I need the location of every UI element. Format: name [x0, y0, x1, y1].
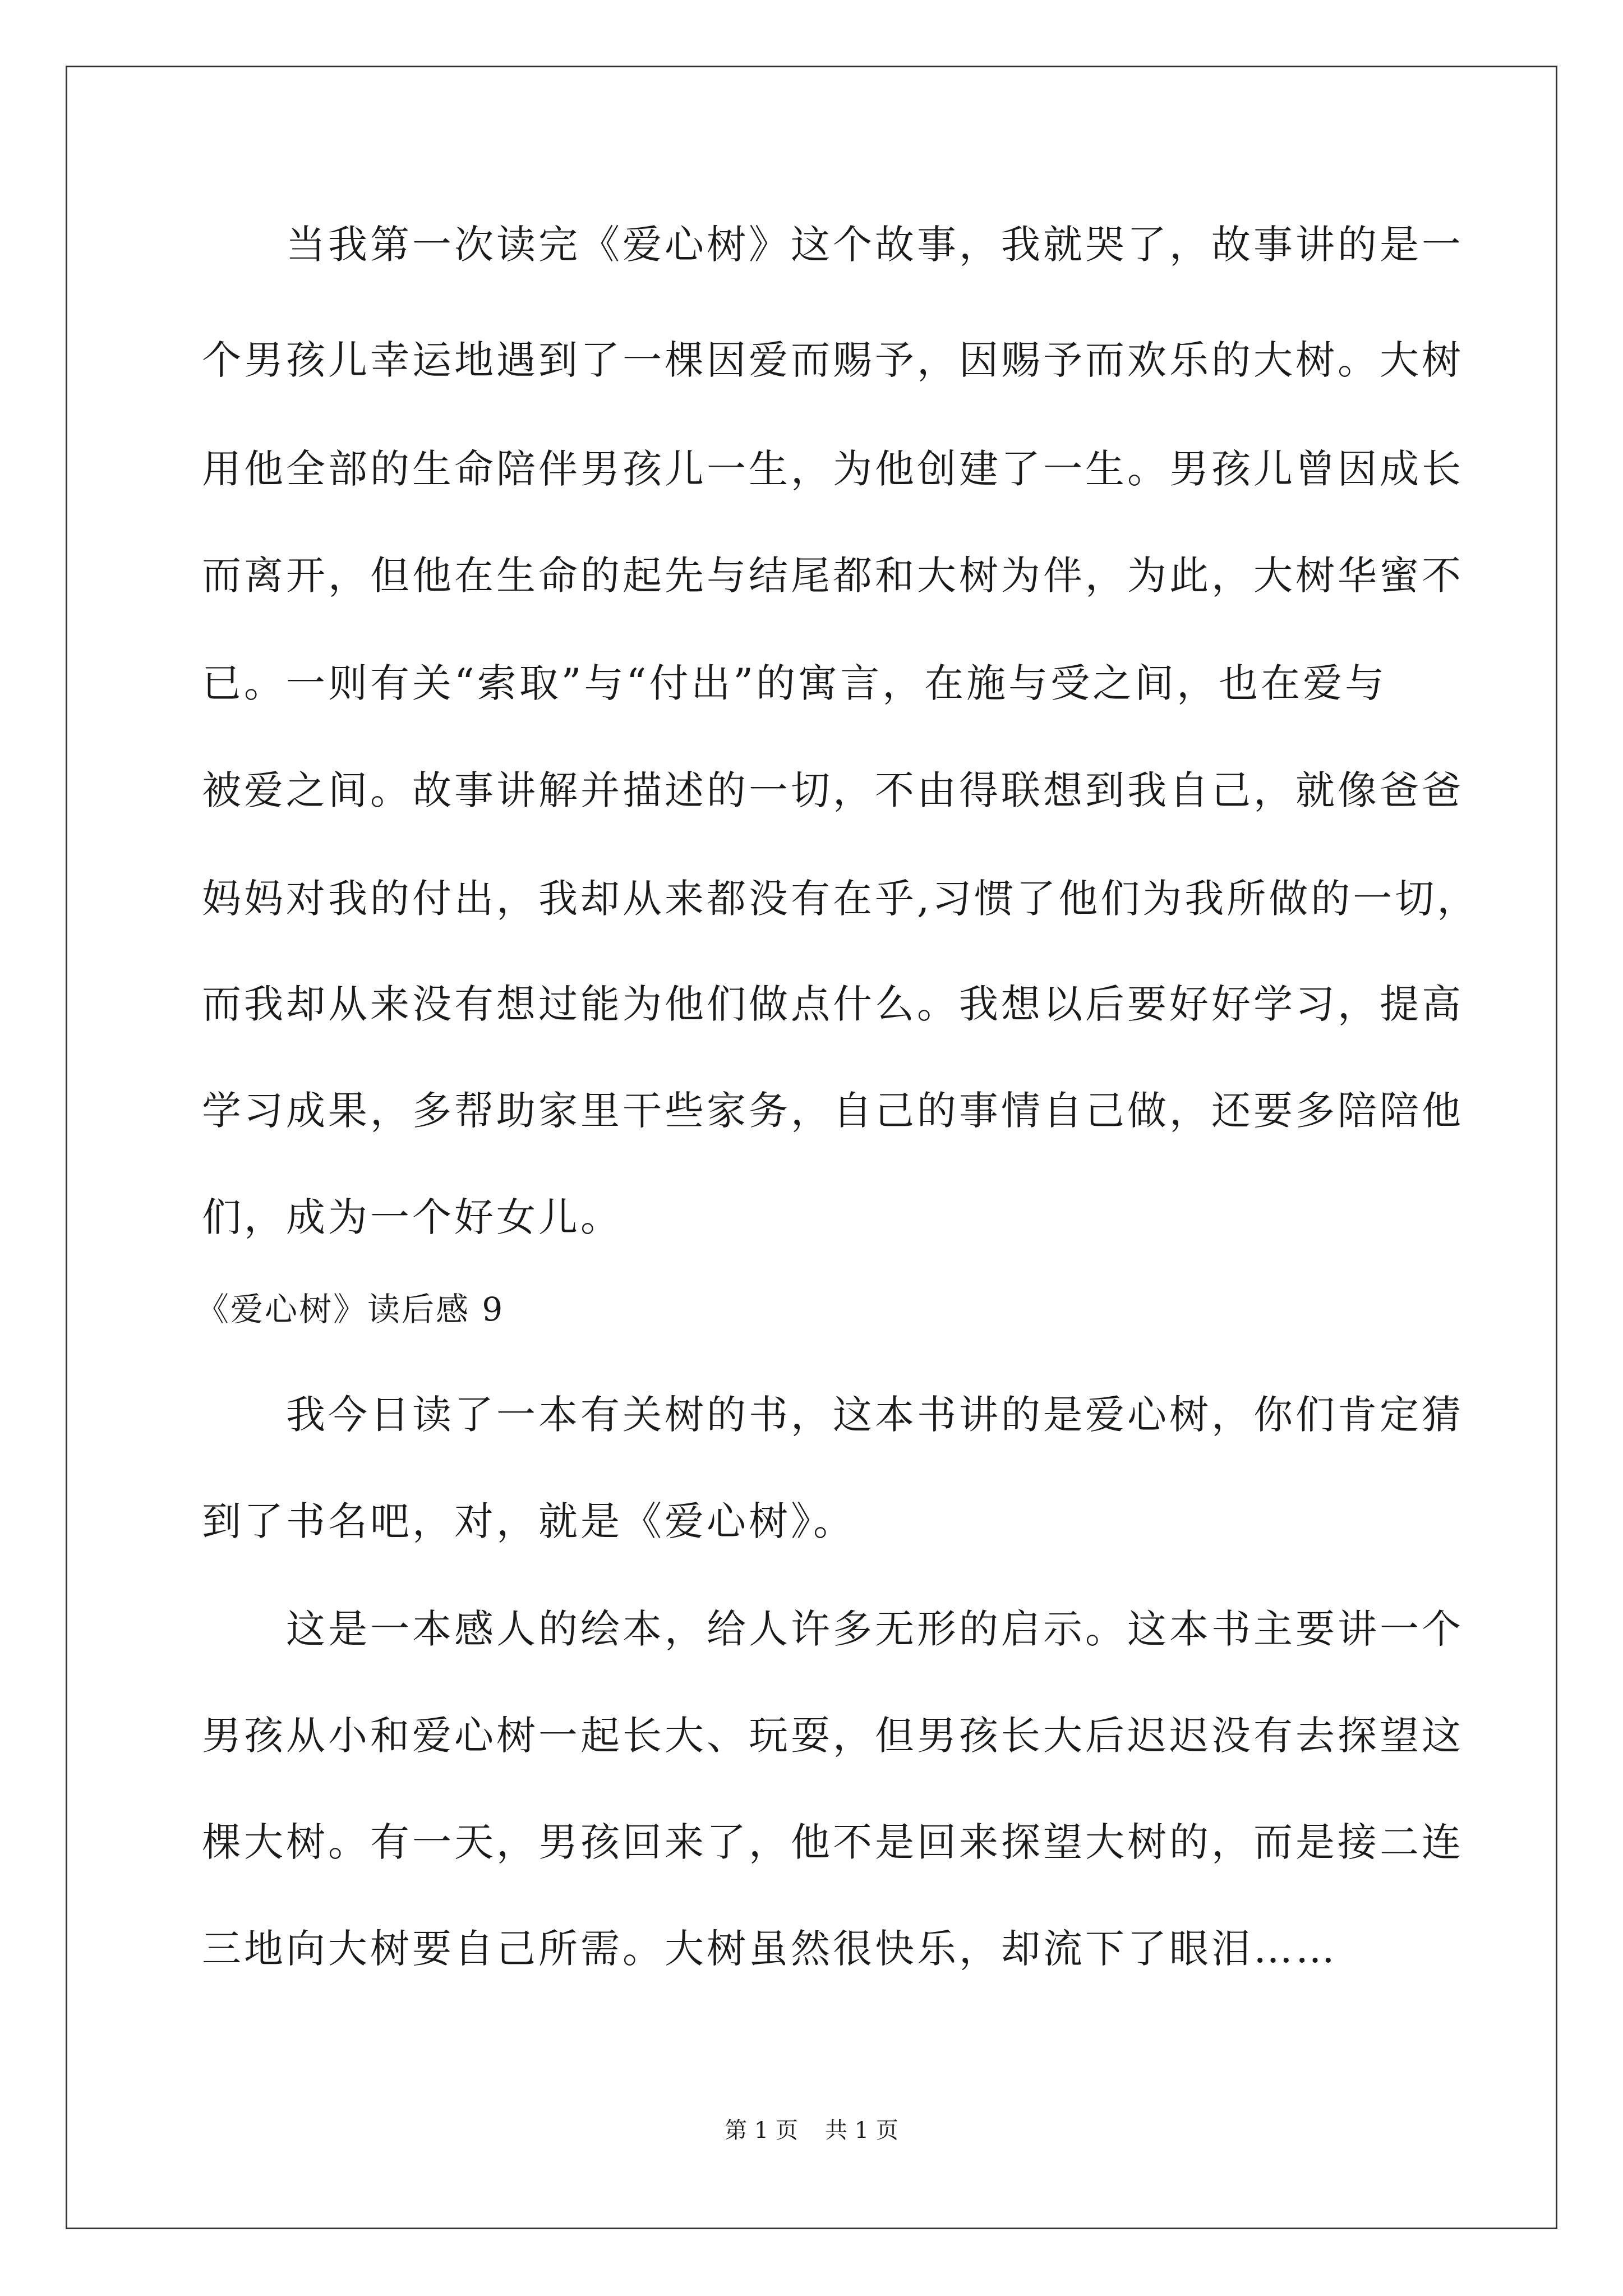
paragraph-line: 被爱之间。故事讲解并描述的一切，不由得联想到我自己，就像爸爸	[202, 767, 1464, 813]
paragraph-line: 棵大树。有一天，男孩回来了，他不是回来探望大树的，而是接二连	[202, 1819, 1464, 1865]
paragraph-line: 妈妈对我的付出，我却从来都没有在乎,习惯了他们为我所做的一切，	[202, 876, 1479, 922]
paragraph-line: 用他全部的生命陪伴男孩儿一生，为他创建了一生。男孩儿曾因成长	[202, 446, 1464, 492]
page-total: 共 1 页	[825, 2118, 898, 2143]
paragraph-line: 当我第一次读完《爱心树》这个故事，我就哭了，故事讲的是一	[202, 222, 1464, 268]
paragraph-line: 们，成为一个好女儿。	[202, 1194, 623, 1240]
page-footer	[0, 2115, 1623, 2146]
paragraph-line: 而我却从来没有想过能为他们做点什么。我想以后要好好学习，提高	[202, 981, 1464, 1027]
section-heading: 《爱心树》读后感 9	[196, 1290, 505, 1328]
paragraph-line: 三地向大树要自己所需。大树虽然很快乐，却流下了眼泪……	[202, 1926, 1338, 1972]
paragraph-line: 学习成果，多帮助家里干些家务，自己的事情自己做，还要多陪陪他	[202, 1088, 1464, 1134]
paragraph-line: 我今日读了一本有关树的书，这本书讲的是爱心树，你们肯定猜	[202, 1392, 1464, 1438]
paragraph-line: 男孩从小和爱心树一起长大、玩耍，但男孩长大后迟迟没有去探望这	[202, 1713, 1464, 1759]
page-number: 第 1 页	[725, 2118, 798, 2143]
paragraph-line: 这是一本感人的绘本，给人许多无形的启示。这本书主要讲一个	[202, 1606, 1464, 1652]
page-border	[66, 66, 1557, 2229]
paragraph-line: 个男孩儿幸运地遇到了一棵因爱而赐予，因赐予而欢乐的大树。大树	[202, 337, 1464, 383]
paragraph-line: 到了书名吧，对，就是《爱心树》。	[202, 1498, 855, 1544]
paragraph-line: 已。一则有关“索取”与“付出”的寓言，在施与受之间，也在爱与	[202, 660, 1387, 706]
paragraph-line: 而离开，但他在生命的起先与结尾都和大树为伴，为此，大树华蜜不	[202, 553, 1464, 599]
